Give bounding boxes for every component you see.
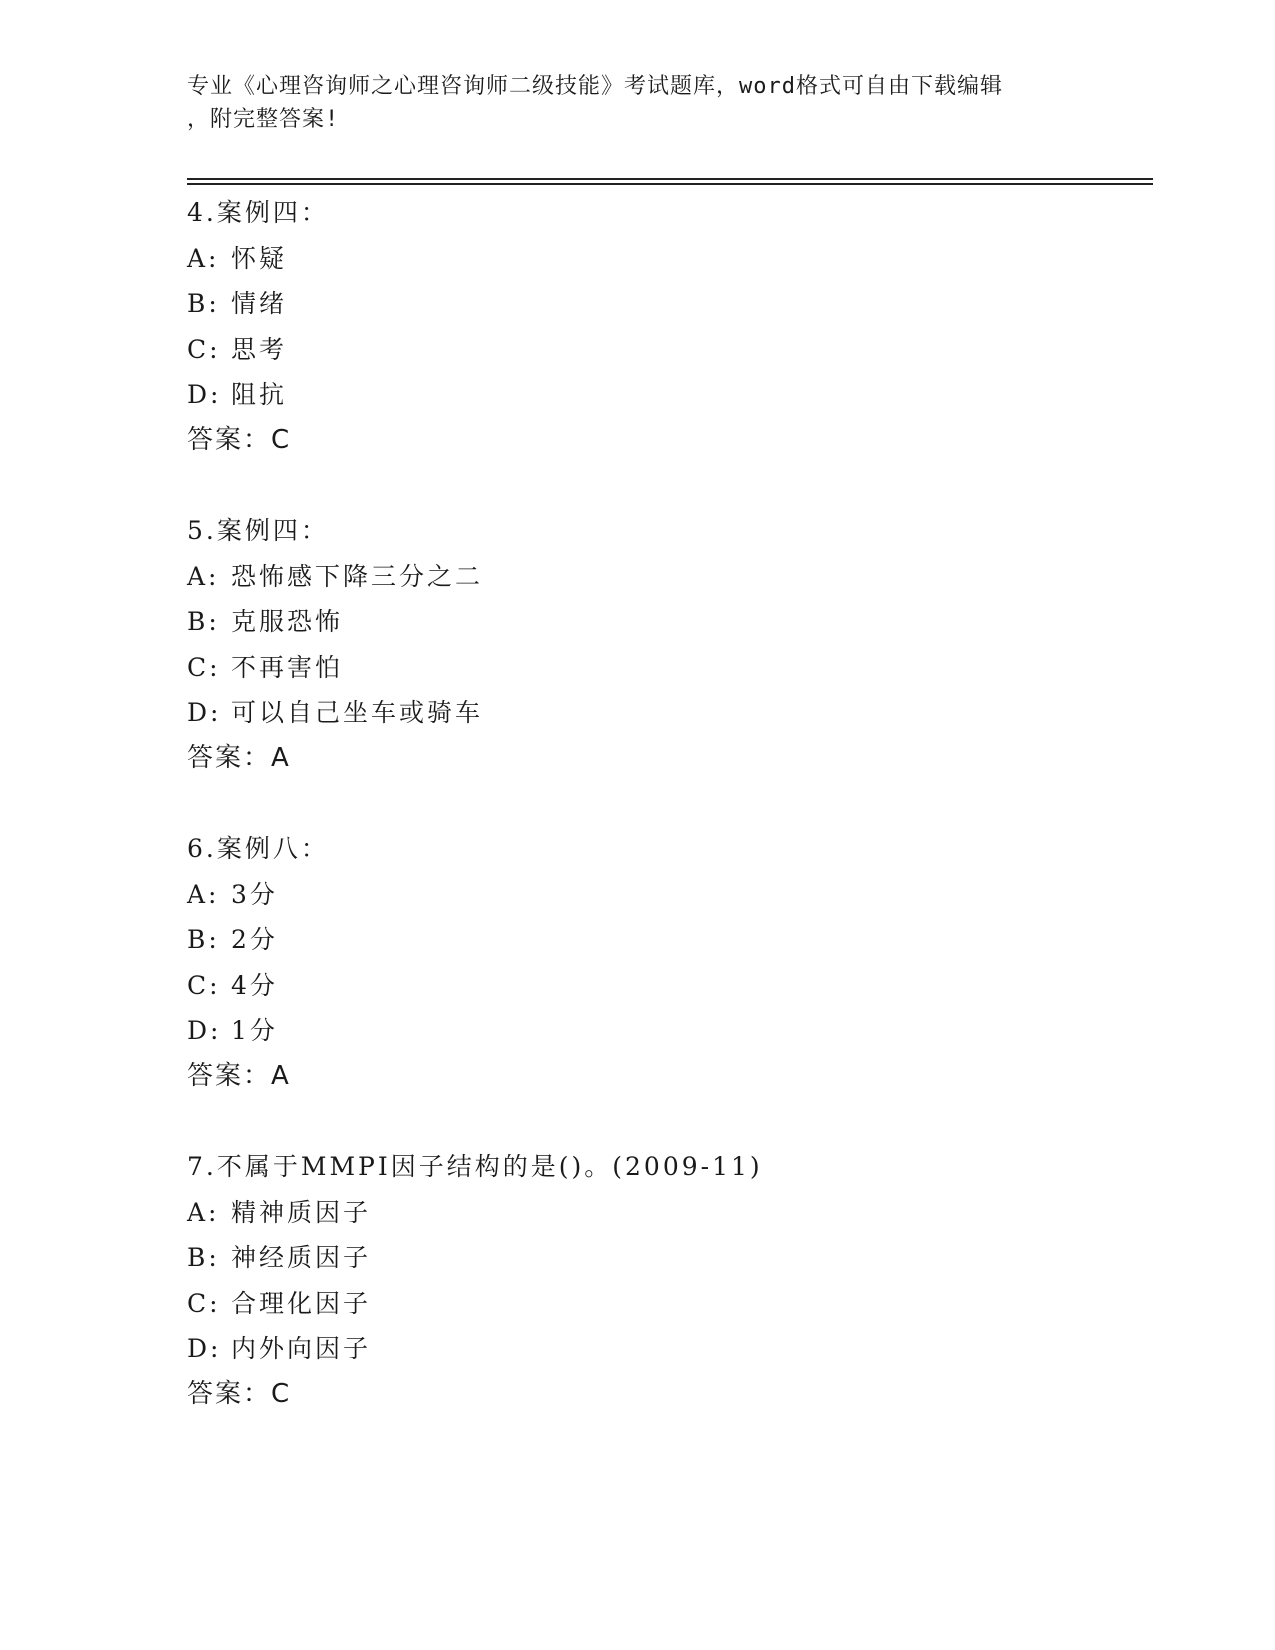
option-c (187, 327, 1087, 373)
option-text: 合理化因子 (231, 1288, 372, 1318)
header-divider-bottom (187, 183, 1153, 185)
option-d (187, 372, 1087, 418)
answer-line: 答案：A (187, 742, 291, 773)
header-divider-top (187, 178, 1153, 180)
question-6 (187, 826, 1087, 1099)
option-a (187, 236, 1087, 282)
option-key: D: (187, 1334, 222, 1363)
question-stem: 7.不属于MMPI因子结构的是()。(2009-11) (187, 1152, 763, 1181)
option-text: 恐怖感下降三分之二 (231, 561, 484, 591)
option-text: 可以自己坐车或骑车 (231, 698, 484, 727)
option-text: 4分 (231, 970, 278, 1000)
option-key: B: (187, 289, 220, 318)
option-key: A: (187, 561, 220, 591)
option-c (187, 963, 1087, 1009)
option-text: 情绪 (231, 289, 288, 318)
option-b (187, 917, 1087, 963)
option-key: C: (187, 970, 221, 1000)
option-b (187, 281, 1087, 327)
option-d (187, 690, 1087, 736)
option-text: 3分 (231, 879, 278, 909)
option-key: B: (187, 925, 220, 954)
option-text: 2分 (231, 925, 278, 954)
option-key: C: (187, 652, 221, 682)
option-key: A: (187, 1197, 220, 1227)
option-text: 精神质因子 (231, 1197, 372, 1227)
option-key: A: (187, 879, 220, 909)
option-text: 不再害怕 (231, 652, 344, 682)
option-d (187, 1008, 1087, 1054)
option-key: D: (187, 380, 222, 409)
document-header (187, 70, 1087, 136)
option-key: C: (187, 334, 221, 364)
option-c (187, 645, 1087, 691)
option-text: 怀疑 (231, 243, 288, 273)
answer-line: 答案：A (187, 1060, 291, 1091)
option-key: D: (187, 698, 222, 727)
option-key: A: (187, 243, 220, 273)
option-c (187, 1281, 1087, 1327)
answer-line: 答案：C (187, 424, 292, 455)
option-key: B: (187, 607, 220, 636)
option-key: D: (187, 1016, 222, 1045)
question-7 (187, 1144, 1087, 1417)
option-b (187, 599, 1087, 645)
question-stem: 6.案例八： (187, 834, 329, 863)
option-text: 思考 (231, 334, 288, 364)
question-4 (187, 190, 1087, 463)
question-5 (187, 508, 1087, 781)
option-text: 神经质因子 (231, 1243, 372, 1272)
header-line-2: ，附完整答案! (187, 107, 340, 132)
option-a (187, 554, 1087, 600)
option-text: 克服恐怖 (231, 607, 344, 636)
option-a (187, 872, 1087, 918)
option-text: 内外向因子 (231, 1334, 372, 1363)
answer-line: 答案：C (187, 1378, 292, 1409)
question-stem: 5.案例四： (187, 516, 329, 545)
option-key: B: (187, 1243, 220, 1272)
option-b (187, 1235, 1087, 1281)
option-text: 1分 (231, 1016, 278, 1045)
question-stem: 4.案例四： (187, 198, 329, 227)
option-d (187, 1326, 1087, 1372)
option-a (187, 1190, 1087, 1236)
option-text: 阻抗 (231, 380, 288, 409)
header-line-1: 专业《心理咨询师之心理咨询师二级技能》考试题库，word格式可自由下载编辑 (187, 74, 1003, 99)
option-key: C: (187, 1288, 221, 1318)
